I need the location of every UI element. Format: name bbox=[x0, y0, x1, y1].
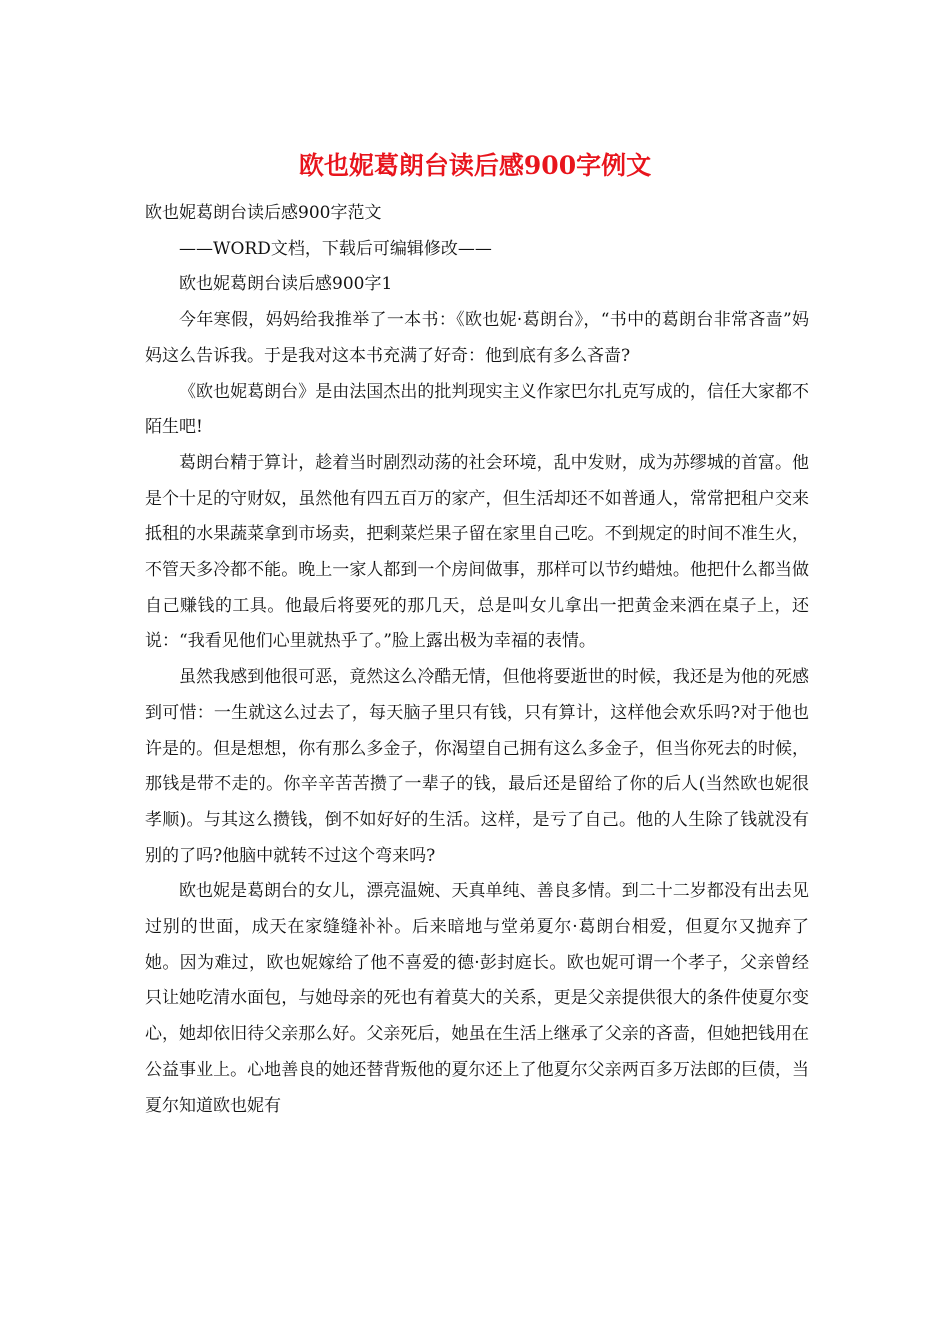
document-body bbox=[145, 196, 809, 1124]
paragraph-2: 《欧也妮葛朗台》是由法国杰出的批判现实主义作家巴尔扎克写成的，信任大家都不陌生吧! bbox=[145, 381, 809, 438]
paragraph-3: 葛朗台精于算计，趁着当时剧烈动荡的社会环境，乱中发财，成为苏缪城的首富。他是个十足的守财奴，虽然他有四五百万的家产，但生活却还不如普通人，常常把租户交来抵租的水果蔬菜拿到市场卖，把剩菜烂果子留在家里自己吃。不到规定的时间不准生火，不管天多冷都不能。晚上一家人都到一个房间做事，那样可以节约蜡烛。他把什么都当做自己赚钱的工具。他最后将要死的那几天，总是叫女儿拿出一把黄金来洒在桌子上，还说：“我看见他们心里就热乎了。”脸上露出极为幸福的表情。 bbox=[145, 452, 809, 652]
section-heading: 欧也妮葛朗台读后感900字1 bbox=[179, 274, 393, 295]
document-subtitle: 欧也妮葛朗台读后感900字范文 bbox=[145, 203, 382, 223]
document-title: 欧也妮葛朗台读后感900字例文 bbox=[298, 151, 652, 180]
paragraph-4: 虽然我感到他很可恶，竟然这么冷酷无情，但他将要逝世的时候，我还是为他的死感到可惜：一生就这么过去了，每天脑子里只有钱，只有算计，这样他会欢乐吗?对于他也许是的。但是想想，你有那么多金子，你渴望自己拥有这么多金子，但当你死去的时候，那钱是带不走的。你辛辛苦苦攒了一辈子的钱，最后还是留给了你的后人(当然欧也妮很孝顺)。与其这么攒钱，倒不如好好的生活。这样，是亏了自己。他的人生除了钱就没有别的了吗?他脑中就转不过这个弯来吗? bbox=[145, 667, 809, 866]
paragraph-1: 今年寒假，妈妈给我推举了一本书：《欧也妮·葛朗台》，“书中的葛朗台非常吝啬”妈妈这么告诉我。于是我对这本书充满了好奇：他到底有多么吝啬? bbox=[145, 310, 809, 366]
paragraph-5: 欧也妮是葛朗台的女儿，漂亮温婉、天真单纯、善良多情。到二十二岁都没有出去见过别的世面，成天在家缝缝补补。后来暗地与堂弟夏尔·葛朗台相爱，但夏尔又抛弃了她。因为难过，欧也妮嫁给了他不喜爱的德·彭封庭长。欧也妮可谓一个孝子，父亲曾经只让她吃清水面包，与她母亲的死也有着莫大的关系，更是父亲提供很大的条件使夏尔变心，她却依旧待父亲那么好。父亲死后，她虽在生活上继承了父亲的吝啬，但她把钱用在公益事业上。心地善良的她还替背叛他的夏尔还上了他夏尔父亲两百多万法郎的巨债，当夏尔知道欧也妮有 bbox=[145, 881, 809, 1116]
download-note: ——WORD文档，下载后可编辑修改—— bbox=[179, 238, 492, 259]
